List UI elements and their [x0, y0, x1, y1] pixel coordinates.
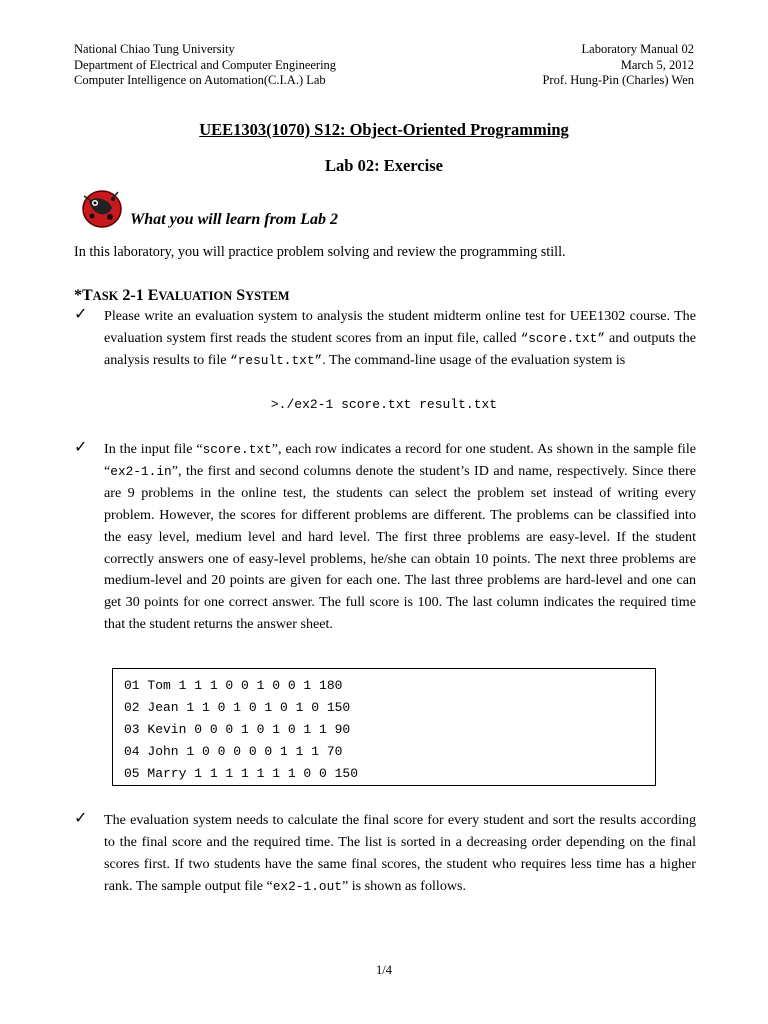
- sample-row: 04 John 1 0 0 0 0 0 1 1 1 70: [124, 744, 343, 759]
- paragraph-2-text-b: ”, each row indicates a record for one student. As shown in the sample file “: [104, 441, 696, 479]
- task-word3-cap: S: [232, 287, 246, 304]
- paragraph-2-code-1: score.txt: [202, 442, 272, 457]
- ladybug-icon: [80, 186, 124, 230]
- university-name: National Chiao Tung University: [74, 42, 235, 56]
- command-line-usage: >./ex2-1 score.txt result.txt: [270, 397, 498, 412]
- bullet-item-3: [74, 810, 696, 898]
- sample-row: 05 Marry 1 1 1 1 1 1 1 0 0 150: [124, 766, 359, 781]
- paragraph-3: [104, 810, 696, 898]
- paragraph-2-code-2: ex2-1.in: [110, 463, 172, 479]
- paragraph-2-text-c: ”, the first and second columns denote the student’s ID and name, respectively. Since there are 9 problems in the online test, the students can select the problem set instead of writing every problem. However, the scores for different problems are different. The problems can be classified into the easy level, medium level and hard level. The first three problems are easy-level. If the student correctly answers one of easy-level problems, he/she can obtain 10 points. The next three problems are medium-level and 20 points are given for each one. The last three problems are hard-level and one can get 30 points for one correct answer. The full score is 100. The last column indicates the required time that the student returns the answer sheet.: [104, 462, 696, 633]
- intro-paragraph: In this laboratory, you will practice problem solving and review the programming still.: [74, 244, 566, 260]
- sample-row: 03 Kevin 0 0 0 1 0 1 0 1 1 90: [124, 722, 351, 737]
- checkmark-icon: ✓: [74, 808, 88, 827]
- learn-heading: What you will learn from Lab 2: [130, 211, 339, 228]
- professor-name: Prof. Hung-Pin (Charles) Wen: [542, 73, 694, 87]
- paragraph-1-code-1: “score.txt”: [520, 330, 606, 346]
- paragraph-1-text-c: . The command-line usage of the evaluation system is: [322, 351, 626, 368]
- paragraph-2-text-a: In the input file “: [104, 441, 203, 457]
- task-word1-cap: T: [82, 287, 93, 304]
- bullet-item-2: [74, 439, 696, 636]
- paragraph-1-code-2: “result.txt”: [230, 352, 323, 368]
- page-number: 1/4: [376, 963, 392, 977]
- paragraph-3-text-b: ” is shown as follows.: [341, 877, 467, 894]
- document-subtitle: Lab 02: Exercise: [325, 156, 443, 175]
- paragraph-3-text-a: The evaluation system needs to calculate the final score for every student and sort the results according to the final score and the required time. The list is sorted in a decreasing order depending on the final scores first. If two students have the same final scores, the student who requires less time has a higher rank. The sample output file “: [104, 812, 696, 894]
- lab-name: Computer Intelligence on Automation(C.I.A.) Lab: [74, 73, 326, 87]
- sample-row: 01 Tom 1 1 1 0 0 1 0 0 1 180: [124, 678, 343, 693]
- bullet-item-1: [74, 306, 696, 372]
- sample-input-box: [112, 668, 656, 786]
- paragraph-1-text-b: and outputs the analysis results to file: [104, 329, 696, 368]
- task-word2-cap: E: [147, 287, 159, 304]
- paragraph-2: [104, 439, 696, 636]
- document-title: [0, 120, 768, 140]
- task-word2-rest: VALUATION: [158, 289, 233, 303]
- paragraph-1-text-a: Please write an evaluation system to analysis the student midterm online test for UEE1302 course. The evaluation system first reads the student scores from an input file, called: [104, 308, 696, 346]
- task-star: *: [74, 287, 82, 304]
- manual-date: March 5, 2012: [620, 57, 694, 72]
- checkmark-icon: ✓: [74, 437, 88, 456]
- paragraph-1: [104, 306, 696, 372]
- task-word3-rest: YSTEM: [245, 289, 290, 303]
- header-right: [542, 42, 694, 89]
- document-title-text: UEE1303(1070) S12: Object-Oriented Programming: [199, 120, 569, 139]
- checkmark-icon: ✓: [74, 304, 88, 323]
- task-word1-rest: ASK: [92, 289, 119, 303]
- task-number: 2-1: [118, 287, 148, 304]
- department-name: Department of Electrical and Computer Engineering: [74, 57, 337, 72]
- manual-number: Laboratory Manual 02: [581, 42, 694, 56]
- sample-row: 02 Jean 1 1 0 1 0 1 0 1 0 150: [124, 700, 351, 715]
- task-heading: [74, 287, 290, 305]
- paragraph-3-code-1: ex2-1.out: [272, 878, 342, 894]
- header-left: [74, 42, 336, 89]
